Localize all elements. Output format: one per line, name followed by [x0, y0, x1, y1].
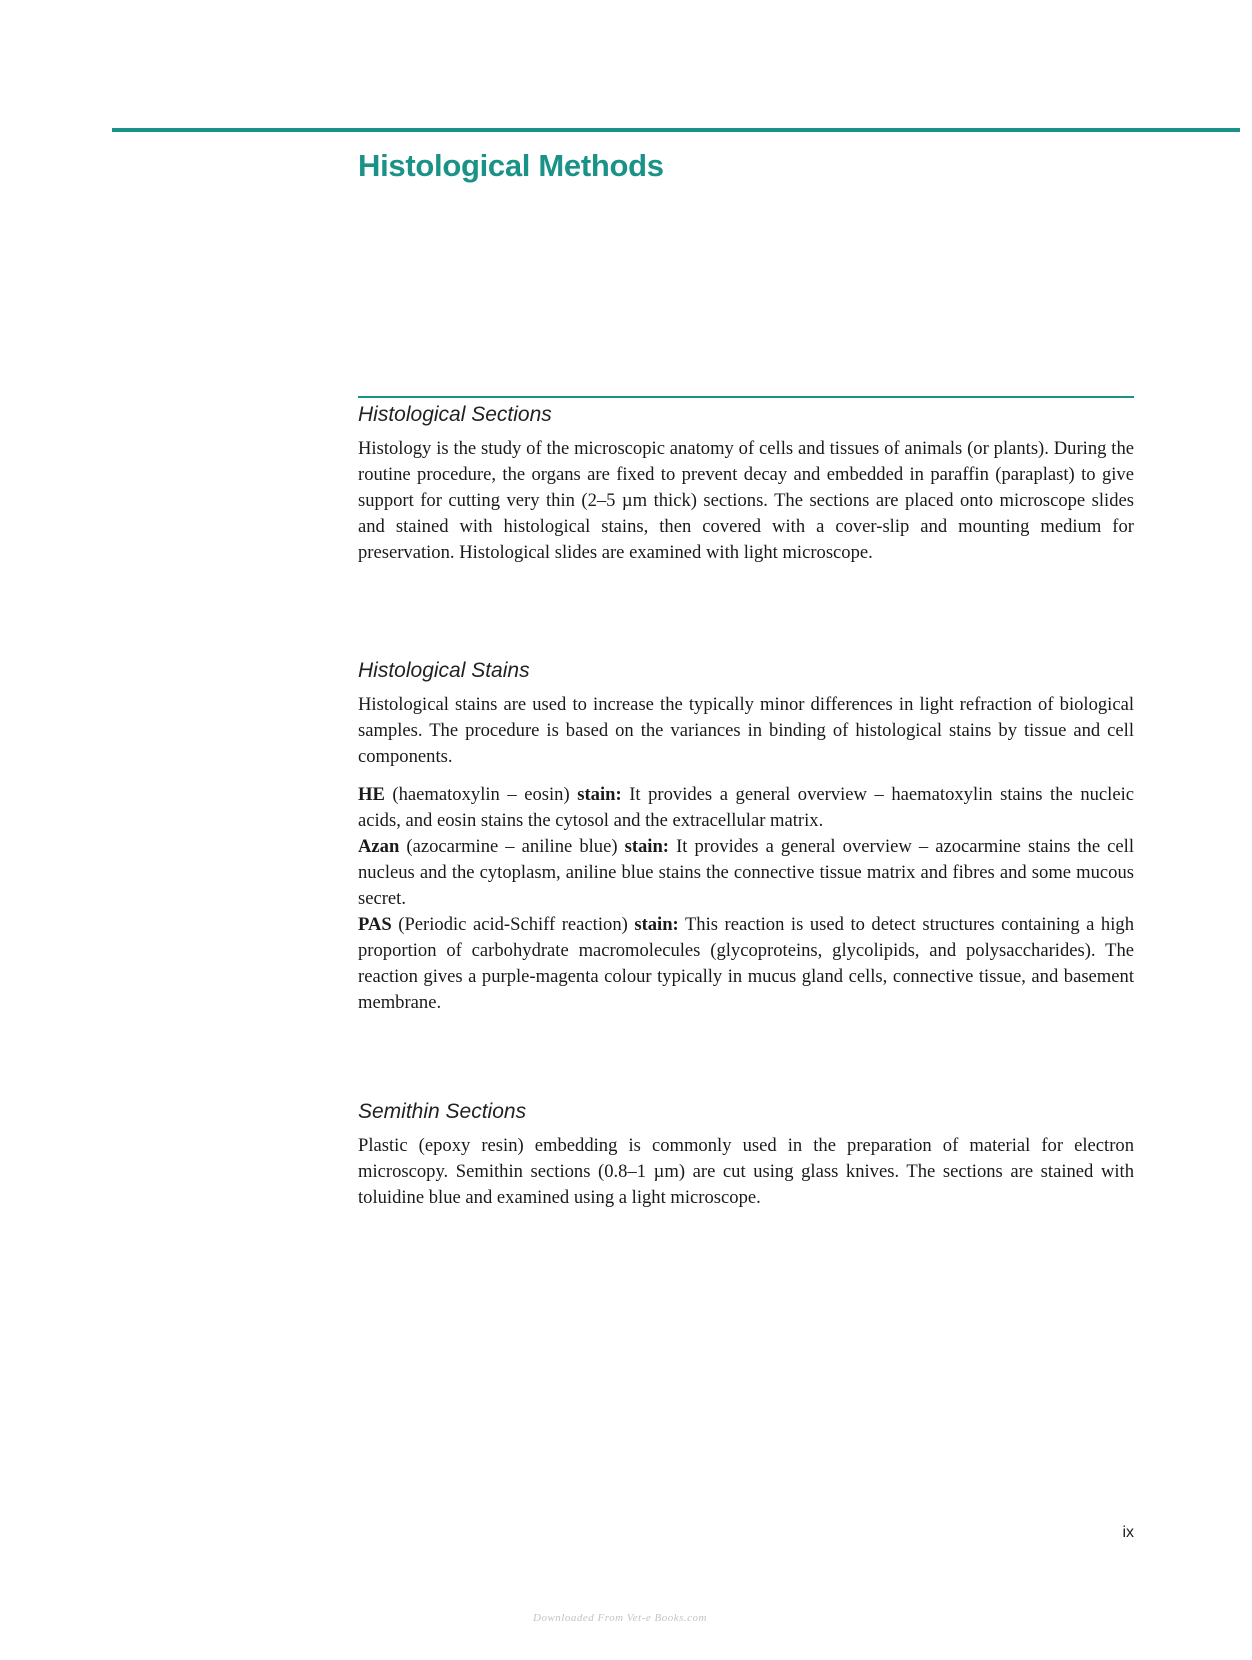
paragraph-semithin-sections: Plastic (epoxy resin) embedding is commonly used in the preparation of material for electron microscopy. Semithin sections (0.8–1 µm) are cut using glass knives. The sections are stained with toluidine blue and examined using a light microscope. — [358, 1135, 1134, 1208]
paragraph-histological-sections: Histology is the study of the microscopic anatomy of cells and tissues of animals (or plants). During the routine procedure, the organs are fixed to prevent decay and embedded in paraffin (paraplast) to give support for cutting very thin (2–5 µm thick) sections. The sections are placed onto microscope slides and stained with histological stains, then covered with a cover-slip and mounting medium for preservation. Histological slides are examined with light microscope. — [358, 438, 1134, 563]
paragraph-stains-intro: Histological stains are used to increase the typically minor differences in light refraction of biological samples. The procedure is based on the variances in binding of histological stains by tissue and cell components. — [358, 694, 1134, 767]
stain-item-azan — [358, 834, 1134, 912]
heading-semithin-sections: Semithin Sections — [358, 1100, 527, 1123]
stain-description: It provides a general overview – haematoxylin stains the nucleic acids, and eosin stains the cytosol and the extracellular matrix. — [358, 784, 1134, 831]
chapter-top-rule — [112, 128, 1240, 132]
download-watermark: Downloaded From Vet-e Books.com — [533, 1612, 707, 1624]
heading-histological-stains: Histological Stains — [358, 659, 530, 682]
stain-name: HE — [358, 784, 385, 805]
stain-item-pas — [358, 912, 1134, 1016]
stain-label: stain: — [624, 836, 670, 857]
stain-name: Azan — [358, 836, 400, 857]
stain-full-name: (azocarmine – aniline blue) — [399, 836, 625, 857]
stain-item-he — [358, 782, 1134, 834]
section-rule — [358, 396, 1134, 398]
page-number: ix — [1122, 1524, 1134, 1541]
heading-histological-sections: Histological Sections — [358, 403, 552, 426]
stain-full-name: (haematoxylin – eosin) — [384, 784, 578, 805]
stain-full-name: (Periodic acid-Schiff reaction) — [391, 914, 635, 935]
stain-label: stain: — [634, 914, 679, 935]
stain-name: PAS — [358, 914, 392, 935]
stain-description: It provides a general overview – azocarmine stains the cell nucleus and the cytoplasm, aniline blue stains the connective tissue matrix and fibres and some mucous secret. — [358, 836, 1134, 909]
stain-description: This reaction is used to detect structures containing a high proportion of carbohydrate macromolecules (glycoproteins, glycolipids, and polysaccharides). The reaction gives a purple-magenta colour typically in mucus gland cells, connective tissue, and basement membrane. — [358, 914, 1134, 1013]
stain-label: stain: — [577, 784, 622, 805]
chapter-title: Histological Methods — [358, 148, 664, 183]
